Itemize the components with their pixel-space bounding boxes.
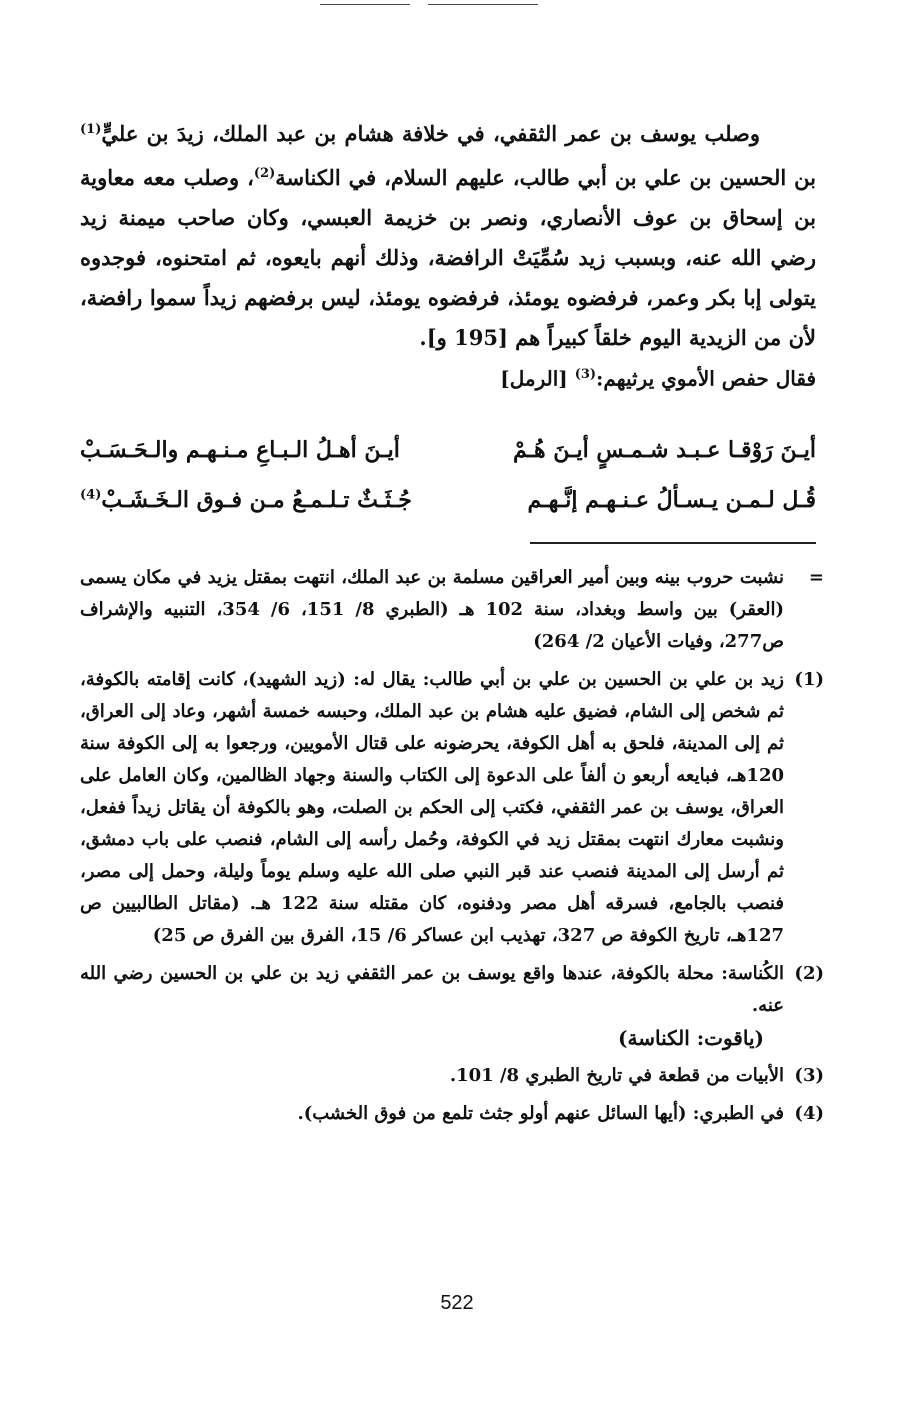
paragraph-text: بن الحسين بن علي بن أبي طالب، عليهم السلام، في الكناسة xyxy=(275,165,816,190)
main-text xyxy=(80,110,816,396)
page-number: 522 xyxy=(440,1292,474,1314)
footnote xyxy=(80,1098,824,1130)
footnote-ref: (3) xyxy=(574,367,597,382)
footnote-text: في الطبري: (أيها السائل عنهم أولو جثث تلمع من فوق الخشب). xyxy=(297,1103,784,1124)
footnotes xyxy=(80,562,824,1136)
footnote-ref: (4) xyxy=(80,487,102,503)
hemistich: أيـنَ أهـلُ الـبـاعِ مـنـهـم والـحَـسَـبْ xyxy=(80,437,400,463)
hemistich-text: جُـثَـثٌ تـلـمـعُ مـن فـوق الـخَـشَـبْ xyxy=(101,487,412,513)
footnote-text: نشبت حروب بينه وبين أمير العراقين مسلمة بن عبد الملك، انتهت بمقتل يزيد في مكان يسمى (العقر) بين واسط وبغداد، سنة 102 هـ (الطبري 8/ 151، 6/ 354، التنبيه والإشراف ص277، وفيات الأعيان 2/ 264) xyxy=(80,567,785,652)
footnote-number: = xyxy=(808,567,824,588)
paragraph xyxy=(80,110,816,358)
verse-line xyxy=(80,425,816,475)
poem xyxy=(80,425,816,525)
hemistich xyxy=(80,487,420,513)
footnote-separator xyxy=(530,542,816,544)
footnote xyxy=(80,562,824,658)
footnote xyxy=(80,664,824,952)
intro-line xyxy=(80,358,816,396)
footnote-source: (ياقوت: الكناسة) xyxy=(618,1026,764,1050)
footnote-text: زيد بن علي بن الحسين بن علي بن أبي طالب: يقال له: (زيد الشهيد)، كانت إقامته بالكوفة، ثم شخص إلى الشام، فضيق عليه هشام بن عبد الملك، وحبسه خمسة أشهر، وعاد إلى العراق، ثم إلى المدينة، فلحق به أهل الكوفة، يحرضونه على قتال الأمويين، ورجعوا به إلى الكوفة سنة 120هـ، فبايعه أربعو ن ألفاً على الدعوة إلى الكتاب والسنة وجهاد الظالمين، وكان العامل على العراق، يوسف بن عمر الثقفي، فكتب إلى الحكم بن الصلت، وهو بالكوفة أن يقاتل زيداً ففعل، ونشبت معارك انتهت بمقتل زيد في الكوفة، وحُمل رأسه إلى الشام، فنصب على باب دمشق، ثم أرسل إلى المدينة فنصب عند قبر النبي صلى الله عليه وسلم يوماً وليلة، وحمل إلى مصر، فنصب بالجامع، فسرقه أهل مصر ودفنوه، كان مقتله سنة 122 هـ. (مقاتل الطالبيين ص 127هـ، تاريخ الكوفة ص 327، تهذيب ابن عساكر 6/ 15، الفرق بين الفرق ص 25) xyxy=(80,669,785,946)
footnote-text: الأبيات من قطعة في تاريخ الطبري 8/ 101. xyxy=(449,1065,784,1086)
footnote-body xyxy=(80,958,784,1054)
paragraph-text: وصلب يوسف بن عمر الثقفي، في خلافة هشام بن عبد الملك، زيدَ بن عليٍّ xyxy=(101,121,760,146)
hemistich: قُـل لـمـن يـسـألُ عـنـهـم إنَّـهـم xyxy=(527,487,816,513)
footnote-number: (4) xyxy=(794,1103,824,1124)
top-rule xyxy=(320,4,410,5)
hemistich: أيـنَ رَوْقـا عـبـد شـمـسٍ أيـنَ هُـمْ xyxy=(512,437,816,463)
footnote-ref: (1) xyxy=(80,122,102,137)
footnote-ref: (2) xyxy=(253,166,276,181)
footnote-number: (1) xyxy=(794,669,824,690)
footnote-number: (2) xyxy=(794,963,824,984)
footnote-text: الكُناسة: محلة بالكوفة، عندها واقع يوسف بن عمر الثقفي زيد بن علي بن الحسين رضي الله عنه. xyxy=(80,963,784,1016)
top-rule xyxy=(428,4,538,5)
footnote-number: (3) xyxy=(794,1065,824,1086)
verse-line xyxy=(80,475,816,525)
meter-label: [الرمل] xyxy=(500,366,575,391)
intro-text: فقال حفص الأموي يرثيهم: xyxy=(596,366,816,391)
paragraph-text: ، وصلب معه معاوية بن إسحاق بن عوف الأنصاري، ونصر بن خزيمة العبسي، وكان صاحب ميمنة زيد رضي الله عنه، وبسبب زيد سُمِّيَتْ الرافضة، وذلك أنهم بايعوه، ثم امتحنوه، فوجدوه يتولى إبا بكر وعمر، فرفضوه يومئذ، فرفضوه يومئذ، ليس برفضهم زيداً سموا رافضة، لأن من الزيدية اليوم خلقاً كبيراً هم [195 و]. xyxy=(80,165,816,350)
footnote xyxy=(80,958,824,1054)
footnote xyxy=(80,1060,824,1092)
